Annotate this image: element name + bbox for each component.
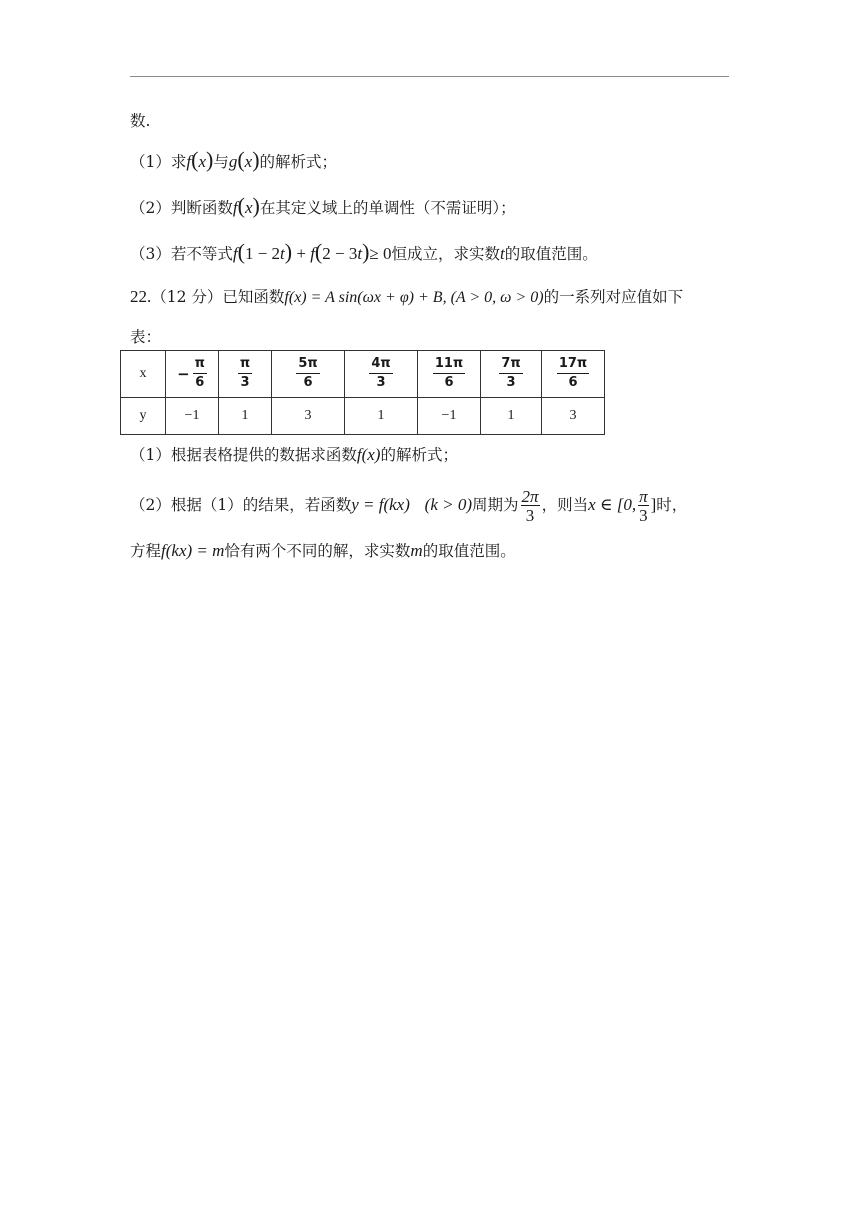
- y-cell: 1: [219, 398, 272, 435]
- problem-number: 22.: [130, 287, 152, 306]
- x-cell: $\frac{\pi}{3}$: [219, 351, 272, 398]
- p21-question-3: （3）若不等式f(1 − 2t) + f(2 − 3t)≥ 0恒成立，求实数t的取值范围。: [130, 239, 598, 264]
- period-fraction: $\frac{2\pi}{3}$: [521, 487, 539, 525]
- p21-question-2: （2）判断函数f(x)在其定义域上的单调性（不需证明）；: [130, 193, 516, 218]
- p22-question-1: （1）根据表格提供的数据求函数f(x)的解析式；: [130, 445, 458, 464]
- header-rule: [130, 76, 729, 77]
- x-cell: $\frac{11\pi}{6}$: [418, 351, 481, 398]
- function-formula: f(x) = A sin(ωx + φ) + B, (A > 0, ω > 0): [284, 289, 544, 306]
- x-cell: $\frac{17\pi}{6}$: [542, 351, 605, 398]
- y-cell: −1: [166, 398, 219, 435]
- continuation-text: 数.: [130, 112, 151, 130]
- p22-intro-wrap: 表：: [130, 328, 162, 346]
- table-header-x: x: [121, 351, 166, 398]
- p22-intro: 22.（12 分）已知函数f(x) = A sin(ωx + φ) + B, (A > 0, ω > 0)的一系列对应值如下: [130, 287, 684, 306]
- problem-score: （12 分）: [151, 288, 223, 306]
- x-cell: $\frac{7\pi}{3}$: [481, 351, 542, 398]
- x-cell: $\frac{5\pi}{6}$: [272, 351, 345, 398]
- x-cell: − $\frac{\pi}{6}$: [166, 351, 219, 398]
- y-cell: 1: [481, 398, 542, 435]
- interval-fraction: $\frac{\pi}{3}$: [639, 487, 648, 525]
- table-row-x: [121, 351, 605, 398]
- p22-question-2: （2）根据（1）的结果，若函数y = f(kx) (k > 0)周期为 $\frac{2\pi}{3}$ ，则当x ∈ [0, $\frac{\pi}{3}$ ]时，: [130, 487, 688, 525]
- p22-question-2-line2: 方程f(kx) = m恰有两个不同的解，求实数m的取值范围。: [130, 541, 516, 560]
- y-cell: −1: [418, 398, 481, 435]
- value-table: [120, 350, 605, 435]
- table-header-y: y: [121, 398, 166, 435]
- table-row-y: [121, 398, 605, 435]
- p21-question-1: （1）求f(x)与g(x)的解析式；: [130, 147, 338, 172]
- y-cell: 3: [542, 398, 605, 435]
- y-cell: 1: [345, 398, 418, 435]
- x-cell: $\frac{4\pi}{3}$: [345, 351, 418, 398]
- y-cell: 3: [272, 398, 345, 435]
